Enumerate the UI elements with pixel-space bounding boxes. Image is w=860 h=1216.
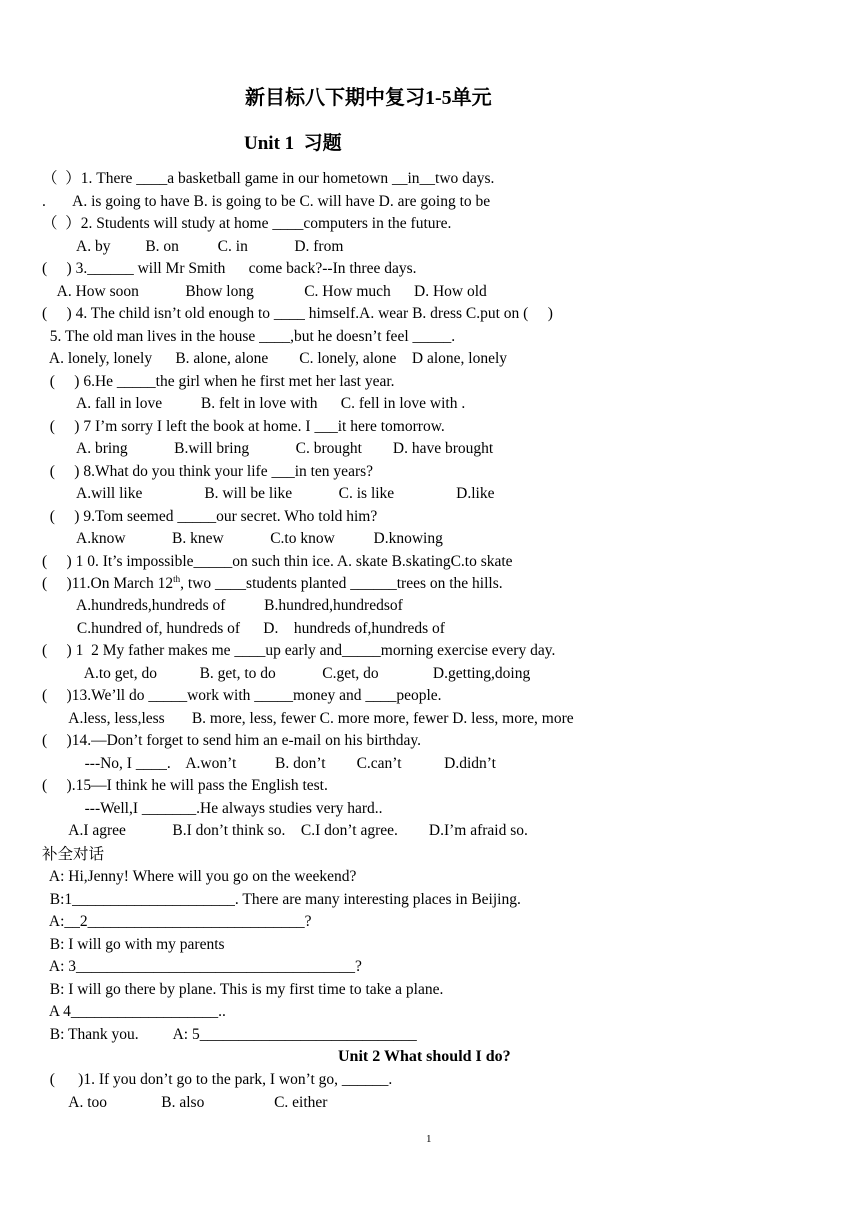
- text-line: ( ) 7 I’m sorry I left the book at home. I ___it here tomorrow.: [42, 417, 445, 435]
- text-line: ( ) 9.Tom seemed _____our secret. Who told him?: [42, 507, 378, 525]
- text-line: A. fall in love B. felt in love with C. fell in love with .: [42, 395, 466, 412]
- question-11: ( )11.On March 12th, two ____students planted ______trees on the hills.: [42, 573, 503, 592]
- text-line: A. lonely, lonely B. alone, alone C. lonely, alone D alone, lonely: [42, 350, 508, 367]
- text-line: ---No, I ____. A.won’t B. don’t C.can’t D.didn’t: [42, 754, 496, 772]
- text-line: B: Thank you. A: 5____________________________: [42, 1025, 417, 1043]
- text-line: A: 3____________________________________?: [42, 958, 362, 975]
- text-line: A.know B. knew C.to know D.knowing: [42, 530, 443, 547]
- text-line: . A. is going to have B. is going to be C. will have D. are going to be: [42, 192, 491, 210]
- text-line: A.I agree B.I don’t think so. C.I don’t agree. D.I’m afraid so.: [42, 822, 528, 839]
- text-line: A: Hi,Jenny! Where will you go on the weekend?: [42, 868, 357, 885]
- text-line: A.will like B. will be like C. is like D.like: [42, 485, 495, 502]
- text-line: A. too B. also C. either: [42, 1093, 328, 1111]
- text-line: B: I will go there by plane. This is my first time to take a plane.: [42, 980, 444, 998]
- text-line: B: I will go with my parents: [42, 935, 225, 953]
- text-line: C.hundred of, hundreds of D. hundreds of,hundreds of: [42, 619, 445, 637]
- text-line: A. by B. on C. in D. from: [42, 237, 344, 255]
- text-line: ( )1. If you don’t go to the park, I won’t go, ______.: [42, 1071, 393, 1088]
- page-number: 1: [426, 1133, 432, 1145]
- text-line: ( )14.—Don’t forget to send him an e-mail on his birthday.: [42, 732, 421, 749]
- text-line: ---Well,I _______.He always studies very hard..: [42, 799, 383, 817]
- text-line: ( ) 3.______ will Mr Smith come back?--In three days.: [42, 260, 417, 277]
- text-line: A.to get, do B. get, to do C.get, do D.getting,doing: [42, 664, 531, 682]
- text-line: （ ）2. Students will study at home ____computers in the future.: [42, 215, 452, 232]
- text-line: 5. The old man lives in the house ____,but he doesn’t feel _____.: [42, 327, 456, 345]
- unit1-heading: Unit 1 习题: [244, 133, 342, 154]
- text-line: A. How soon Bhow long C. How much D. How old: [42, 282, 487, 300]
- text-line: ( ) 8.What do you think your life ___in ten years?: [42, 462, 374, 480]
- text-line: A.less, less,less B. more, less, fewer C. more more, fewer D. less, more, more: [42, 709, 574, 727]
- dialog-heading: 补全对话: [42, 846, 105, 863]
- page-title: 新目标八下期中复习1-5单元: [245, 87, 492, 109]
- text-line: ( ) 6.He _____the girl when he first met her last year.: [42, 372, 395, 390]
- text-line: A 4___________________..: [42, 1003, 226, 1020]
- text-line: A. bring B.will bring C. brought D. have brought: [42, 440, 494, 457]
- text-line: ( ).15—I think he will pass the English test.: [42, 777, 328, 794]
- text-line: ( ) 4. The child isn’t old enough to ____ himself.A. wear B. dress C.put on ( ): [42, 305, 553, 322]
- text-line: A.hundreds,hundreds of B.hundred,hundredsof: [42, 597, 403, 614]
- text-line: A:__2____________________________?: [42, 913, 312, 930]
- unit2-heading: Unit 2 What should I do?: [338, 1048, 511, 1065]
- text-line: ( ) 1 2 My father makes me ____up early and_____morning exercise every day.: [42, 642, 556, 659]
- text-line: ( ) 1 0. It’s impossible_____on such thin ice. A. skate B.skatingC.to skate: [42, 552, 513, 570]
- text-line: ( )13.We’ll do _____work with _____money and ____people.: [42, 687, 442, 704]
- text-line: B:1_____________________. There are many interesting places in Beijing.: [42, 890, 521, 908]
- text-line: （ ）1. There ____a basketball game in our hometown __in__two days.: [42, 170, 495, 187]
